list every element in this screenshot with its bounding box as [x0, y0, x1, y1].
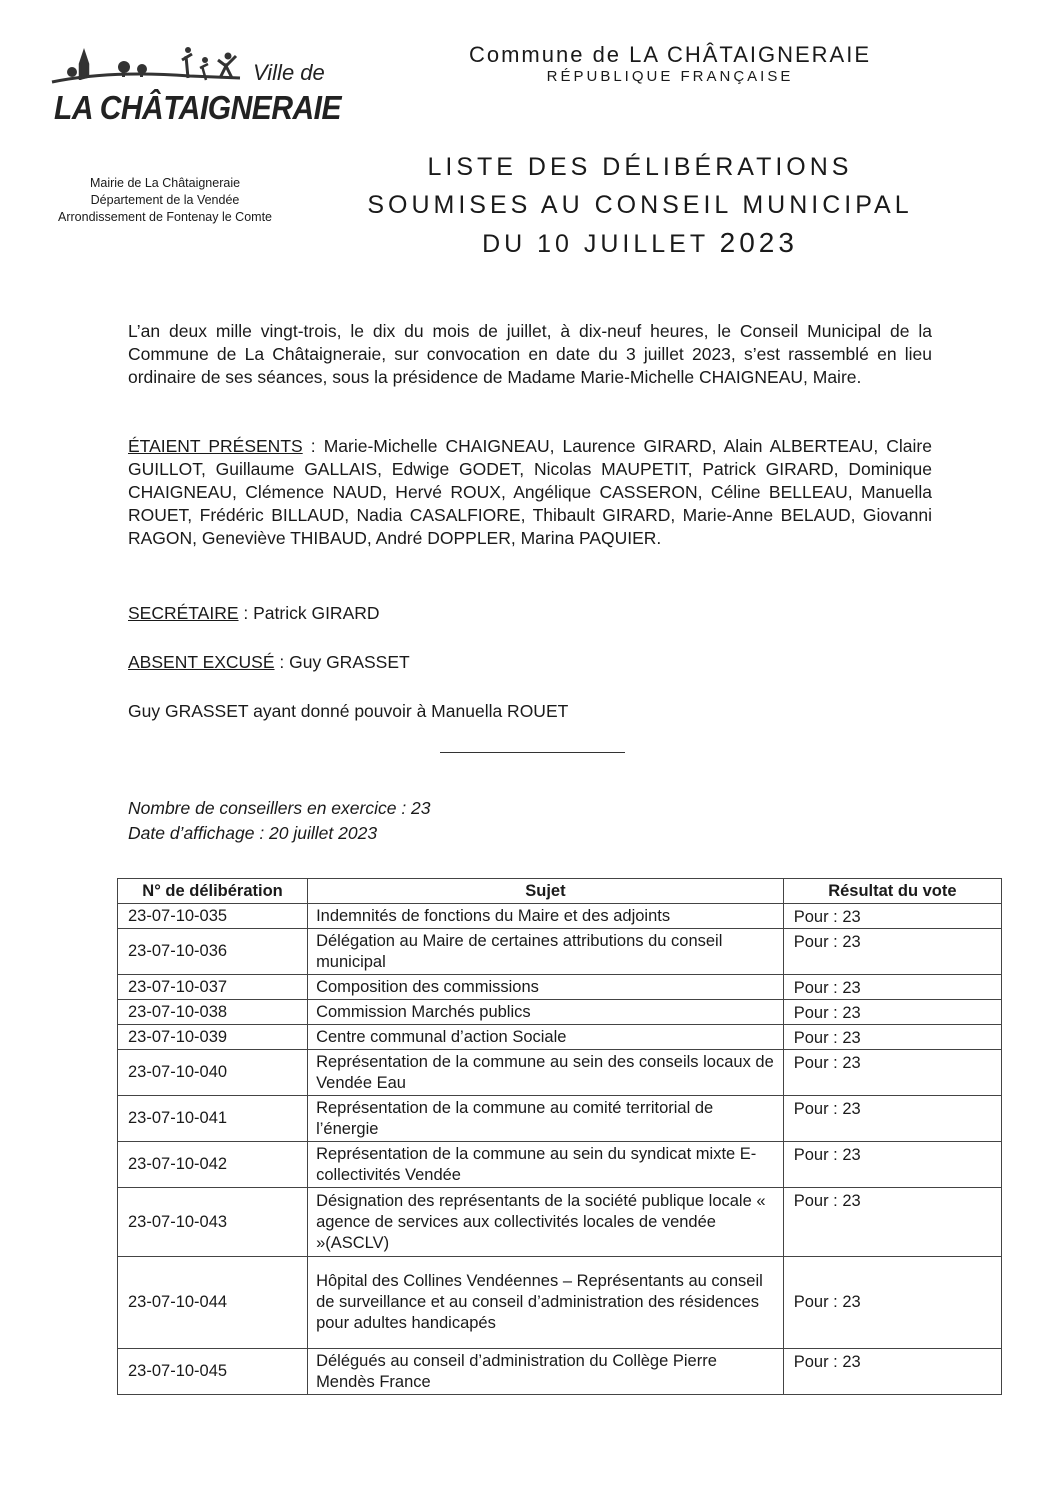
- vote-result: Pour : 23: [783, 1096, 1001, 1142]
- presents-list: : Marie-Michelle CHAIGNEAU, Laurence GIRARD, Alain ALBERTEAU, Claire GUILLOT, Guillaume GALLAIS, Edwige GODET, Nicolas MAUPETIT, Patrick GIRARD, Dominique CHAIGNEAU, Clémence NAUD, Hervé ROUX, Angélique CASSERON, Céline BELLEAU, Manuella ROUET, Frédéric BILLAUD, Nadia CASALFIORE, Thibault GIRARD, Marie-Anne BELAUD, Giovanni RAGON, Geneviève THIBAUD, André DOPPLER, Marina PAQUIER.: [128, 436, 932, 548]
- vote-result: Pour : 23: [783, 1142, 1001, 1188]
- deliberation-subject: Composition des commissions: [308, 975, 784, 1000]
- meta-block: [128, 796, 431, 846]
- deliberation-subject: Représentation de la commune au sein du syndicat mixte E-collectivités Vendée: [308, 1142, 784, 1188]
- deliberation-subject: Commission Marchés publics: [308, 1000, 784, 1025]
- deliberation-number: 23-07-10-042: [118, 1142, 308, 1188]
- vote-result: Pour : 23: [783, 1349, 1001, 1395]
- column-header: N° de délibération: [118, 879, 308, 904]
- deliberation-number: 23-07-10-036: [118, 929, 308, 975]
- vote-result: Pour : 23: [783, 975, 1001, 1000]
- title-year: 2023: [719, 227, 798, 258]
- title-line: [310, 224, 970, 263]
- title-line: LISTE DES DÉLIBÉRATIONS: [427, 153, 853, 181]
- deliberation-number: 23-07-10-045: [118, 1349, 308, 1395]
- secretaire-name: : Patrick GIRARD: [238, 603, 380, 623]
- absent-label: ABSENT EXCUSÉ: [128, 652, 275, 672]
- vote-result: Pour : 23: [783, 904, 1001, 929]
- page-title: [310, 148, 970, 263]
- table-row: [118, 975, 1002, 1000]
- table-row: [118, 1025, 1002, 1050]
- deliberation-subject: Désignation des représentants de la société publique locale « agence de services aux collectivités locales de vendée »(ASCLV): [308, 1188, 784, 1257]
- vote-result: Pour : 23: [783, 1025, 1001, 1050]
- mairie-line: Arrondissement de Fontenay le Comte: [58, 210, 272, 224]
- logo-name: LA CHÂTAIGNERAIE: [54, 90, 341, 127]
- table-row: [118, 1349, 1002, 1395]
- table-row: [118, 904, 1002, 929]
- deliberation-subject: Centre communal d’action Sociale: [308, 1025, 784, 1050]
- mairie-address: [30, 175, 300, 226]
- deliberation-subject: Hôpital des Collines Vendéennes – Représentants au conseil de surveillance et au conseil d’administration des résidences pour adultes handicapés: [308, 1257, 784, 1349]
- deliberation-number: 23-07-10-038: [118, 1000, 308, 1025]
- column-header: Résultat du vote: [783, 879, 1001, 904]
- table-row: [118, 1188, 1002, 1257]
- affichage-date: Date d’affichage : 20 juillet 2023: [128, 823, 378, 843]
- presents-label: ÉTAIENT PRÉSENTS: [128, 436, 303, 456]
- vote-result: Pour : 23: [783, 1188, 1001, 1257]
- vote-result: Pour : 23: [783, 1257, 1001, 1349]
- secretaire-label: SECRÉTAIRE: [128, 603, 239, 623]
- absent-name: : Guy GRASSET: [274, 652, 410, 672]
- deliberation-subject: Représentation de la commune au comité territorial de l’énergie: [308, 1096, 784, 1142]
- table-row: [118, 1096, 1002, 1142]
- table-row: [118, 929, 1002, 975]
- separator: [440, 752, 625, 753]
- vote-result: Pour : 23: [783, 1000, 1001, 1025]
- absent-line: [128, 651, 932, 674]
- title-line: SOUMISES AU CONSEIL MUNICIPAL: [367, 191, 913, 219]
- deliberation-subject: Délégués au conseil d’administration du Collège Pierre Mendès France: [308, 1349, 784, 1395]
- mairie-line: Département de la Vendée: [90, 193, 240, 207]
- intro-paragraph: L’an deux mille vingt-trois, le dix du mois de juillet, à dix-neuf heures, le Conseil Municipal de la Commune de La Châtaigneraie, sur convocation en date du 3 juillet 2023, s’est rassemblé en lieu ordinaire de ses séances, sous la présidence de Madame Marie-Michelle CHAIGNEAU, Maire.: [128, 321, 932, 387]
- deliberation-number: 23-07-10-035: [118, 904, 308, 929]
- table-row: [118, 1050, 1002, 1096]
- table-header-row: [118, 879, 1002, 904]
- table-row: [118, 1000, 1002, 1025]
- vote-result: Pour : 23: [783, 929, 1001, 975]
- deliberations-table: [117, 878, 1002, 1395]
- conseillers-count: Nombre de conseillers en exercice : 23: [128, 798, 431, 818]
- mairie-line: Mairie de La Châtaigneraie: [89, 176, 241, 190]
- deliberation-number: 23-07-10-041: [118, 1096, 308, 1142]
- pouvoir-line: Guy GRASSET ayant donné pouvoir à Manuella ROUET: [128, 701, 569, 721]
- table-row: [118, 1257, 1002, 1349]
- deliberation-subject: Représentation de la commune au sein des conseils locaux de Vendée Eau: [308, 1050, 784, 1096]
- commune-header: Commune de LA CHÂTAIGNERAIE: [468, 42, 872, 67]
- vote-result: Pour : 23: [783, 1050, 1001, 1096]
- presents-paragraph: [128, 435, 932, 550]
- deliberation-number: 23-07-10-043: [118, 1188, 308, 1257]
- deliberation-number: 23-07-10-037: [118, 975, 308, 1000]
- republique-header: RÉPUBLIQUE FRANÇAISE: [546, 68, 794, 85]
- deliberation-number: 23-07-10-040: [118, 1050, 308, 1096]
- table-row: [118, 1142, 1002, 1188]
- deliberation-number: 23-07-10-039: [118, 1025, 308, 1050]
- secretaire-line: [128, 602, 932, 625]
- deliberation-subject: Délégation au Maire de certaines attributions du conseil municipal: [308, 929, 784, 975]
- deliberation-subject: Indemnités de fonctions du Maire et des adjoints: [308, 904, 784, 929]
- title-date: DU 10 JUILLET: [482, 230, 709, 258]
- deliberation-number: 23-07-10-044: [118, 1257, 308, 1349]
- logo-ville-label: Ville de: [253, 60, 325, 85]
- column-header: Sujet: [308, 879, 784, 904]
